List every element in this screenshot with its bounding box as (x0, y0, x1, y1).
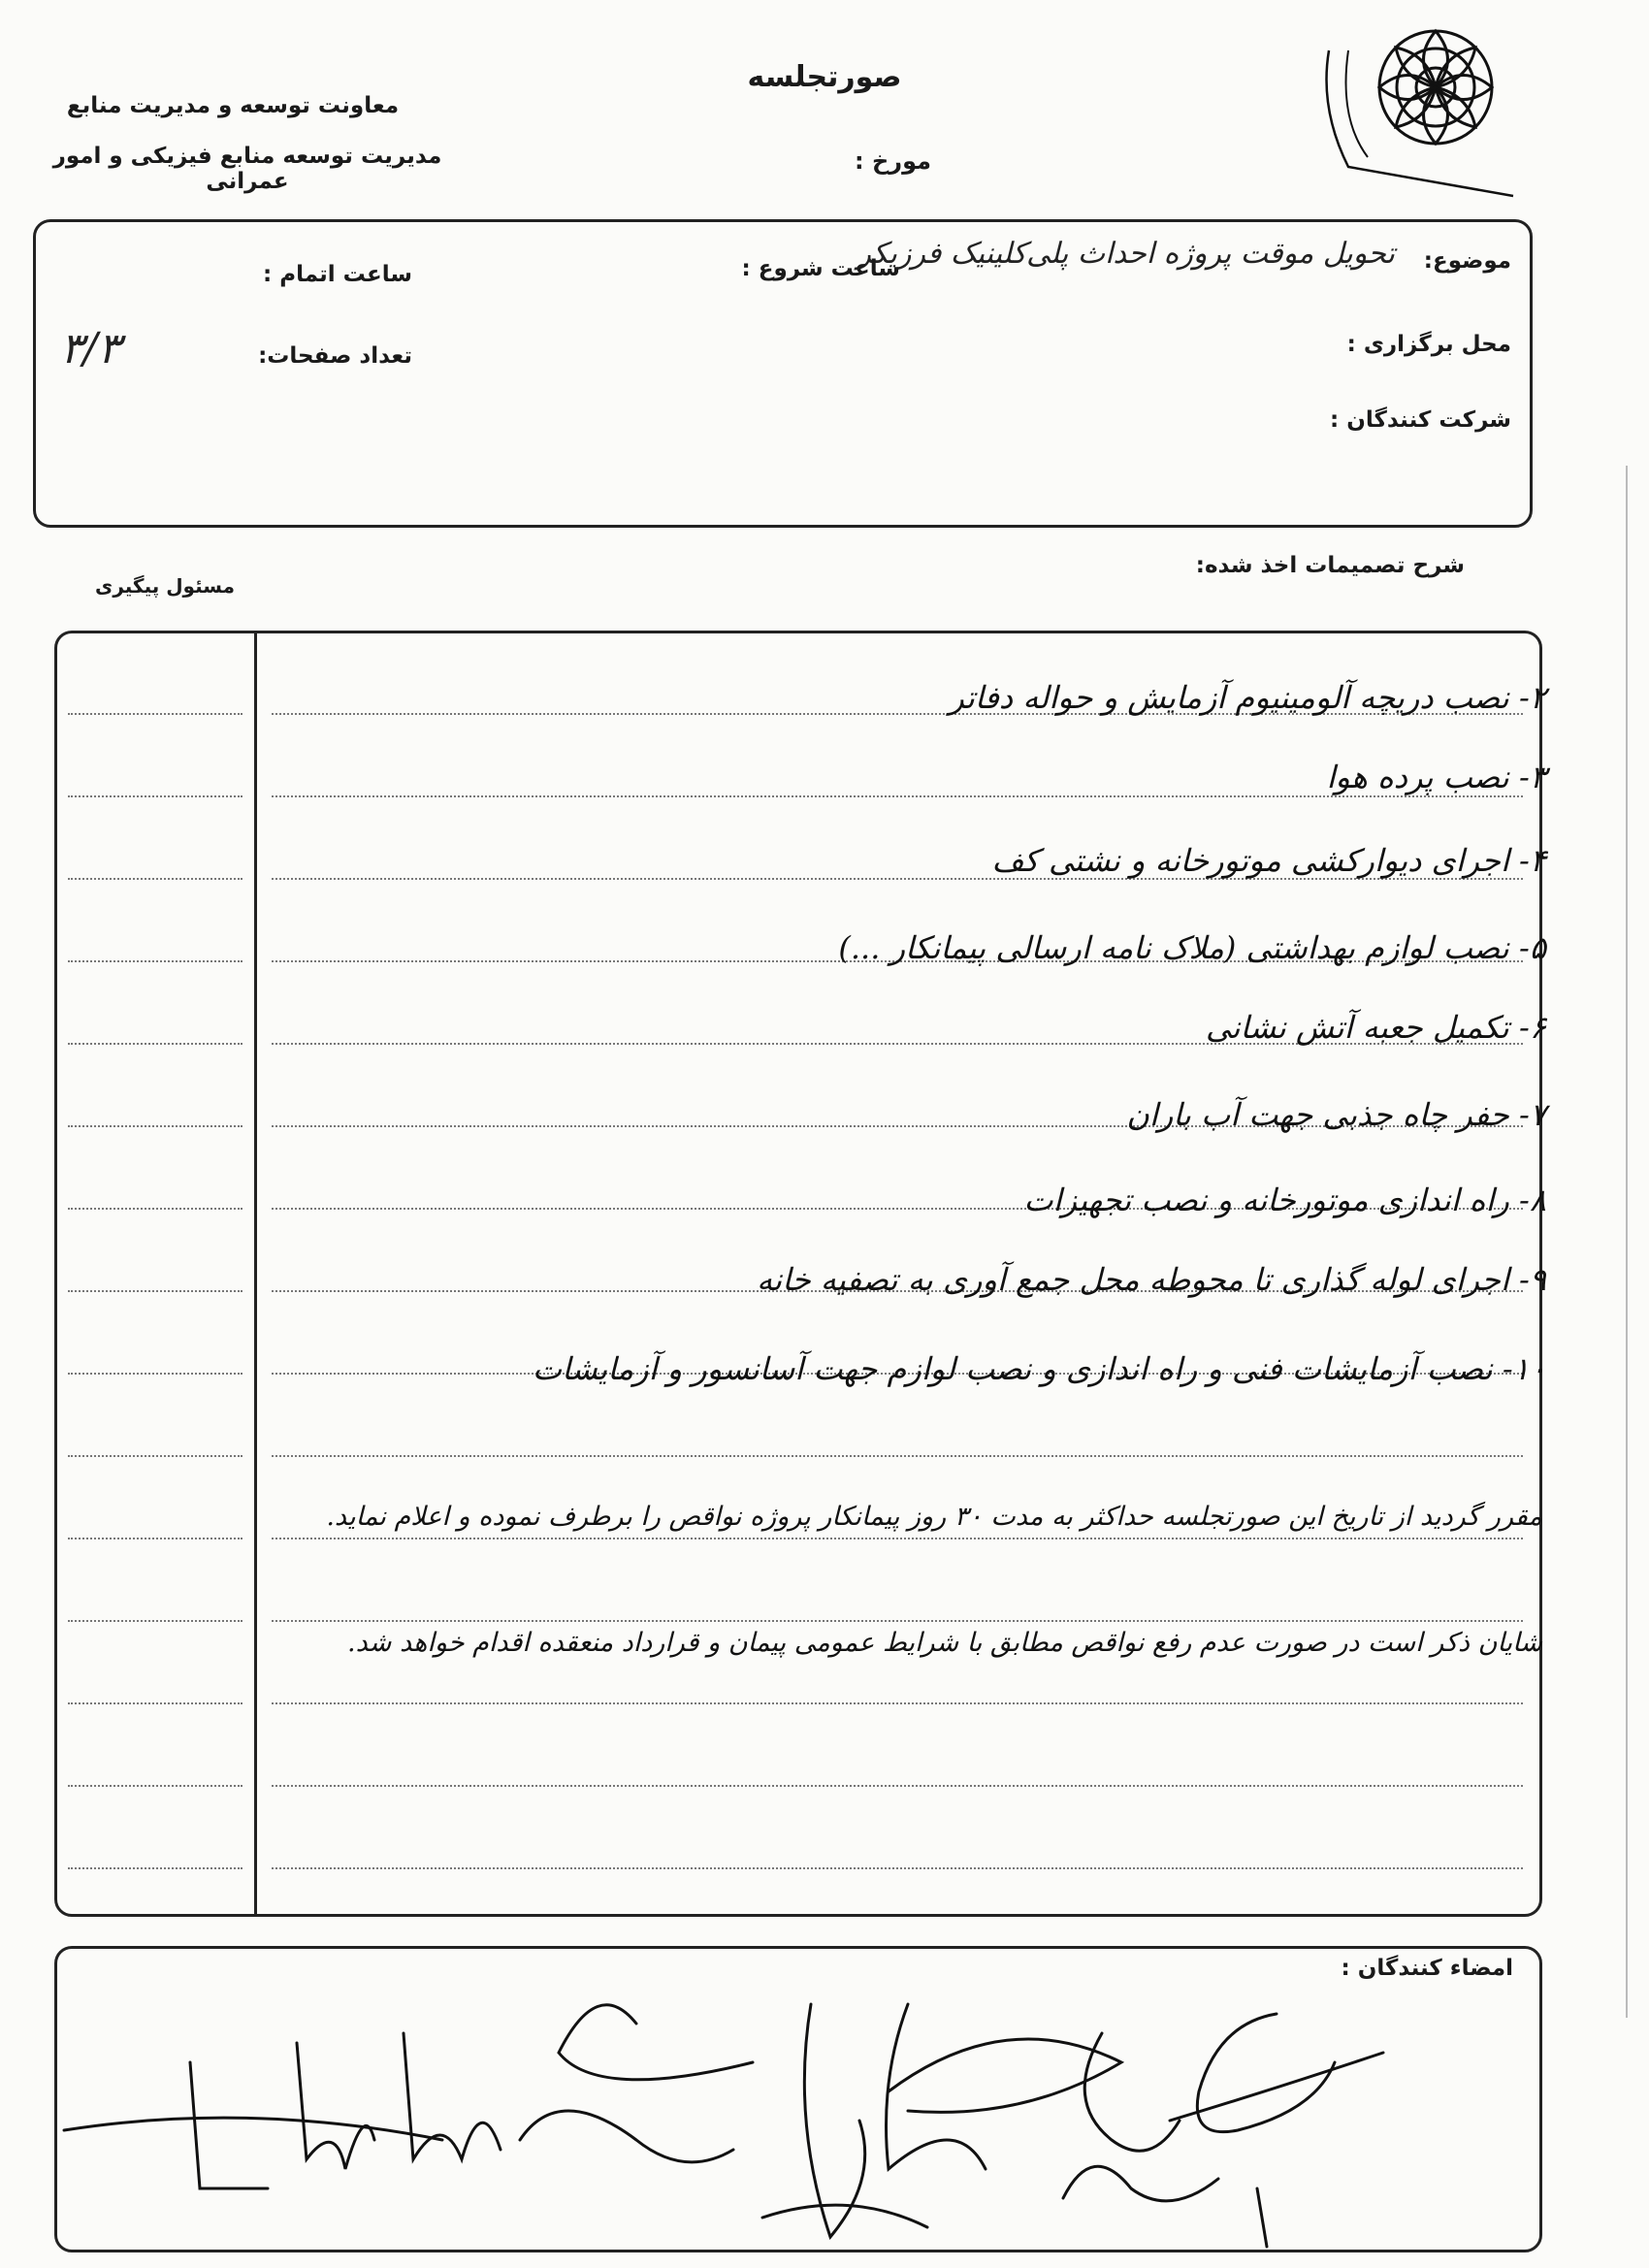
signature-mark (887, 2004, 986, 2169)
signature-mark (64, 2118, 442, 2140)
signature-mark (404, 2033, 501, 2159)
ruled-line (272, 1538, 1523, 1539)
decision-item: ۷- حفر چاه جذبی جهت آب باران (1126, 1096, 1546, 1133)
ruled-line (272, 1702, 1523, 1704)
decision-item: ۵- نصب لوازم بهداشتی (ملاک نامه ارسالی پیمانکار ...) (838, 929, 1546, 966)
ruled-line (68, 1125, 242, 1127)
decisions-label: شرح تصمیمات اخذ شده: (1195, 553, 1465, 578)
ruled-line (68, 1043, 242, 1045)
ruled-line (68, 1290, 242, 1292)
document-title: صورتجلسه (747, 60, 902, 94)
signature-mark (1197, 2014, 1335, 2132)
ruled-line (68, 1455, 242, 1457)
decision-item: ۸- راه اندازی موتورخانه و نصب تجهیزات (1023, 1182, 1546, 1218)
subject-label: موضوع: (1423, 248, 1511, 274)
ruled-line (68, 1702, 242, 1704)
signature-mark (1084, 2033, 1180, 2151)
ruled-line (272, 1867, 1523, 1869)
signatures-label: امضاء کنندگان : (1341, 1956, 1513, 1981)
signature-mark (190, 2062, 268, 2188)
decision-paragraph: مقرر گردید از تاریخ این صورتجلسه حداکثر به مدت ۳۰ روز پیمانکار پروژه نواقص را برطرف نموده و اعلام نماید. (326, 1502, 1542, 1532)
scan-edge (1626, 466, 1628, 2018)
signature-mark (297, 2043, 374, 2169)
ruled-line (68, 1785, 242, 1787)
participants-label: شرکت کنندگان : (1330, 407, 1511, 433)
decision-item: ۴- اجرای دیوارکشی موتورخانه و نشتی کف (991, 842, 1546, 879)
ruled-line (68, 1208, 242, 1210)
ruled-line (68, 1867, 242, 1869)
signature-mark (1257, 2188, 1267, 2247)
decision-item: ۲- نصب دریچه آلومینیوم آزمایش و حواله دفاتر (949, 679, 1546, 716)
signature-mark (804, 2004, 864, 2237)
ruled-line (68, 1620, 242, 1622)
pages-value: ۳/۳ (60, 324, 121, 373)
ruled-line (68, 878, 242, 880)
ruled-line (272, 1785, 1523, 1787)
signature-mark (559, 2005, 753, 2080)
ruled-line (68, 795, 242, 797)
subject-value: تحویل موقت پروژه احداث پلی‌کلینیک فرزیکر (857, 237, 1395, 271)
department-line-1: معاونت توسعه و مدیریت منابع (66, 93, 400, 118)
decision-paragraph: شایان ذکر است در صورت عدم رفع نواقص مطابق با شرایط عمومی پیمان و قرارداد منعقده اقدام خواهد شد. (347, 1628, 1542, 1658)
followup-label: مسئول پیگیری (95, 574, 235, 598)
end-time-label: ساعت اتمام : (263, 262, 412, 287)
signatures-area (54, 1946, 1542, 2252)
department-line-2: مدیریت توسعه منابع فیزیکی و امور عمرانی (52, 144, 442, 194)
ruled-line (68, 960, 242, 962)
decision-item: ۹- اجرای لوله گذاری تا محوطه محل جمع آوری به تصفیه خانه (757, 1261, 1546, 1298)
ruled-line (68, 1373, 242, 1375)
ruled-line (272, 795, 1523, 797)
decision-item: ۱۰- نصب آزمایشات فنی و راه اندازی و نصب لوازم جهت آسانسور و آزمایشات (532, 1350, 1546, 1387)
signature-mark (1063, 2166, 1218, 2201)
ruled-line (272, 1620, 1523, 1622)
venue-label: محل برگزاری : (1346, 332, 1511, 357)
ruled-line (68, 1538, 242, 1539)
signature-mark (520, 2111, 733, 2162)
column-divider (254, 631, 257, 1917)
decision-item: ۳- نصب پرده هوا (1326, 759, 1546, 795)
start-time-label: ساعت شروع : (741, 256, 900, 281)
decision-item: ۶- تکمیل جعبه آتش نشانی (1205, 1009, 1546, 1046)
ruled-line (68, 713, 242, 715)
university-logo-icon (1290, 12, 1523, 206)
date-label: مورخ : (855, 147, 931, 175)
pages-label: تعداد صفحات: (258, 343, 412, 369)
ruled-line (272, 1455, 1523, 1457)
